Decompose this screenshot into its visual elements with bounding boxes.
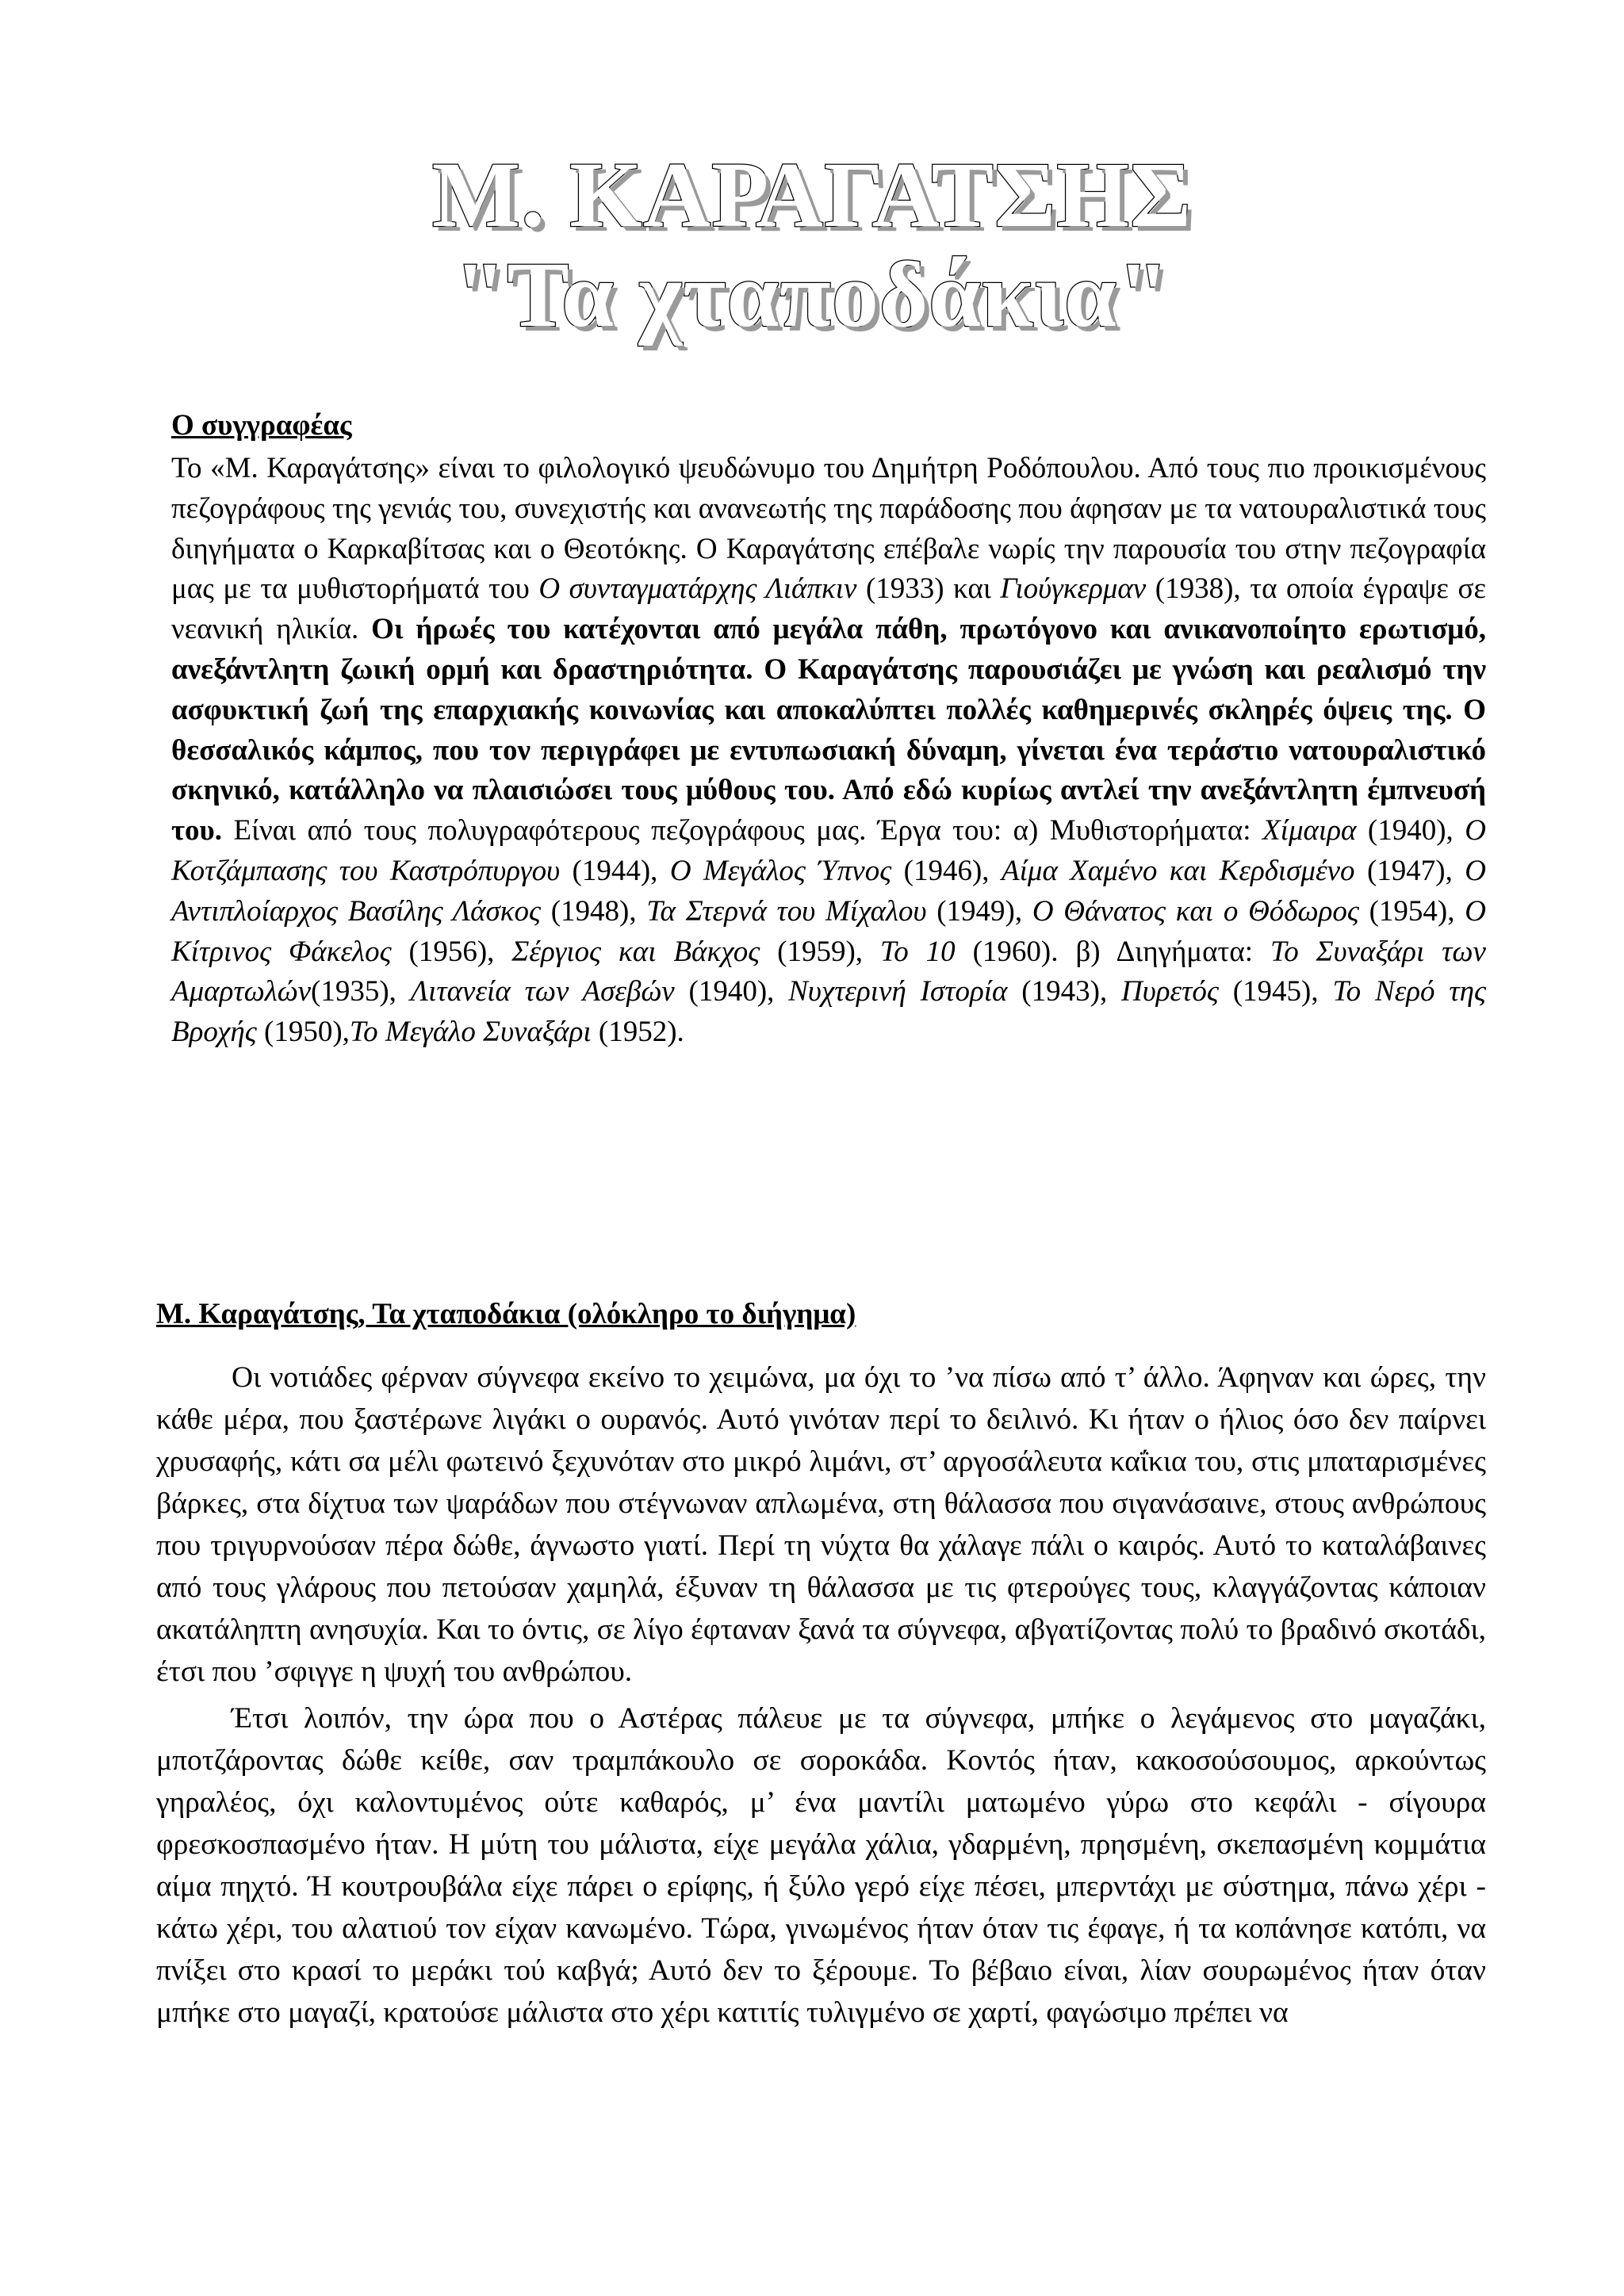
work-title: Γιούγκερμαν	[1000, 572, 1147, 606]
text-run: (1944),	[560, 854, 670, 887]
story-paragraph-2: Έτσι λοιπόν, την ώρα που ο Αστέρας πάλευε με τα σύγνεφα, μπήκε ο λεγάμενος στο μαγαζάκι, μποτζάροντας δώθε κείθε, σαν τραμπάκουλο σε σοροκάδα. Κοντός ήταν, κακοσούσουμος, αρκούντως γηραλέος, όχι καλοντυμένος ούτε καθαρός, μ’ ένα μαντίλι ματωμένο γύρω στο κεφάλι - σίγουρα φρεσκοσπασμένο ήταν. Η μύτη του μάλιστα, είχε μεγάλα χάλια, γδαρμένη, πρησμένη, σκεπασμένη κομμάτια αίμα πηχτό. Ή κουτρουβάλα είχε πάρει ο ερίφης, ή ξύλο γερό είχε πέσει, μπερντάχι με σύστημα, πάνω χέρι - κάτω χέρι, του αλατιού τον είχαν κανωμένο. Τώρα, γινωμένος ήταν όταν τις έφαγε, ή τα κοπάνησε κατόπι, να πνίξει στο κρασί το μεράκι τού καβγά; Αυτό δεν το ξέρουμε. Το βέβαιο είναι, λίαν σουρωμένος ήταν όταν μπήκε στο μαγαζί, κρατούσε μάλιστα στο χέρι κατιτίς τυλιγμένο σε χαρτί, φαγώσιμο πρέπει να	[156, 1702, 1486, 2029]
author-heading: Ο συγγραφέας	[171, 409, 352, 442]
text-run: (1952).	[591, 1016, 684, 1049]
text-run: (1940),	[1356, 814, 1465, 848]
work-title: Τα Στερνά του Μίχαλου	[646, 894, 927, 928]
work-title: Το Συναξάρι των Αμαρτωλών	[171, 935, 1486, 1008]
text-run: (1950),	[256, 1016, 350, 1049]
text-run: (1954),	[1358, 894, 1465, 928]
work-title: Λιτανεία των Ασεβών	[410, 975, 675, 1008]
story-heading: Μ. Καραγάτσης, Τα χταποδάκια (ολόκληρο το διήγημα)	[156, 1298, 856, 1330]
work-title: Ο Μεγάλος Ύπνος	[669, 854, 892, 887]
story-paragraph-1: Οι νοτιάδες φέρναν σύγνεφα εκείνο το χειμώνα, μα όχι το ’να πίσω από τ’ άλλο. Άφηναν και ώρες, την κάθε μέρα, που ξαστέρωνε λιγάκι ο ουρανός. Αυτό γινόταν περί το δειλινό. Κι ήταν ο ήλιος όσο δεν παίρνει χρυσαφής, κάτι σα μέλι φωτεινό ξεχυνόταν στο μικρό λιμάνι, στ’ αργοσάλευτα καΐκια του, στις μπαταρισμένες βάρκες, στα δίχτυα των ψαράδων που στέγνωναν απλωμένα, στη θάλασσα που σιγανάσαινε, στους ανθρώπους που τριγυρνούσαν πέρα δώθε, άγνωστο γιατί. Περί τη νύχτα θα χάλαγε πάλι ο καιρός. Αυτό το καταλάβαινες από τους γλάρους που πετούσαν χαμηλά, έξυναν τη θάλασσα με τις φτερούγες τους, κλαγγάζοντας κάποιαν ακατάληπτη ανησυχία. Και το όντις, σε λίγο έφταναν ξανά τα σύγνεφα, αβγατίζοντας πολύ το βραδινό σκοτάδι, έτσι που ’σφιγγε η ψυχή του ανθρώπου.	[156, 1361, 1486, 1688]
text-run: (1947),	[1354, 854, 1465, 887]
text-run: (1938), τα οποία έγραψε σε νεανική ηλικία.	[171, 572, 1486, 646]
text-run: (1940),	[674, 975, 789, 1008]
work-title: Ο Κοτζάμπασης του Καστρόπυργου	[171, 814, 1486, 887]
text-run: (1956),	[391, 935, 512, 968]
text-run: (1935),	[311, 975, 411, 1008]
bold-passage: Οι ήρωές του κατέχονται από μεγάλα πάθη, πρωτόγονο και ανικανοποίητο ερωτισμό, ανεξάντλητη ζωική ορμή και δραστηριότητα. Ο Καραγάτσης παρουσιάζει με γνώση και ρεαλισμό την ασφυκτική ζωή της επαρχιακής κοινωνίας και αποκαλύπτει πολλές καθημερινές σκληρές όψεις της. Ο θεσσαλικός κάμπος, που τον περιγράφει με εντυπωσιακή δύναμη, γίνεται ένα τεράστιο νατουραλιστικό σκηνικό, κατάλληλο να πλαισιώσει τους μύθους του. Από εδώ κυρίως αντλεί την ανεξάντλητη έμπνευσή του.	[171, 613, 1486, 848]
work-title: Ο συνταγματάρχης Λιάπκιν	[538, 572, 857, 606]
work-title: Χίμαιρα	[1262, 814, 1357, 848]
work-title: Ο Θάνατος και ο Θόδωρος	[1032, 894, 1359, 928]
work-title: Το Μεγάλο Συναξάρι	[349, 1016, 592, 1049]
story-text	[156, 1357, 1486, 2034]
text-run: (1946),	[891, 854, 1002, 887]
text-run: Το «Μ. Καραγάτσης» είναι το φιλολογικό ψευδώνυμο του Δημήτρη Ροδόπουλου. Από τους πιο προικισμένους πεζογράφους της γενιάς του, συνεχιστής και ανανεωτής της παράδοσης που άφησαν με τα νατουραλιστικά τους διηγήματα ο Καρκαβίτσας και ο Θεοτόκης. Ο Καραγάτσης επέβαλε νωρίς την παρουσία του στην πεζογραφία μας με τα μυθιστορήματά του	[171, 452, 1486, 606]
author-paragraph	[171, 449, 1486, 1053]
work-title: Σέργιος και Βάκχος	[511, 935, 760, 968]
text-run: Είναι από τους πολυγραφότερους πεζογράφους μας. Έργα του: α) Μυθιστορήματα:	[222, 814, 1263, 848]
text-run: (1933) και	[856, 572, 1001, 606]
work-title: Το Νερό της Βροχής	[171, 975, 1486, 1049]
text-run: (1948),	[541, 894, 647, 928]
text-run: (1960). β) Διηγήματα:	[955, 935, 1270, 968]
text-run: (1943),	[1007, 975, 1122, 1008]
work-title: Νυχτερινή Ιστορία	[788, 975, 1008, 1008]
title-story: "Τα χταποδάκια"	[454, 243, 1170, 346]
text-run: (1949),	[926, 894, 1032, 928]
title-author: Μ. ΚΑΡΑΓΑΤΣΗΣ	[431, 143, 1193, 247]
text-run: (1945),	[1218, 975, 1333, 1008]
text-run: (1959),	[760, 935, 880, 968]
work-title: Αίμα Χαμένο και Κερδισμένο	[1001, 854, 1355, 887]
work-title: Πυρετός	[1121, 975, 1219, 1008]
work-title: Ο Αντιπλοίαρχος Βασίλης Λάσκος	[171, 854, 1486, 928]
work-title: Ο Κίτρινος Φάκελος	[171, 894, 1486, 968]
work-title: Το 10	[880, 935, 956, 968]
